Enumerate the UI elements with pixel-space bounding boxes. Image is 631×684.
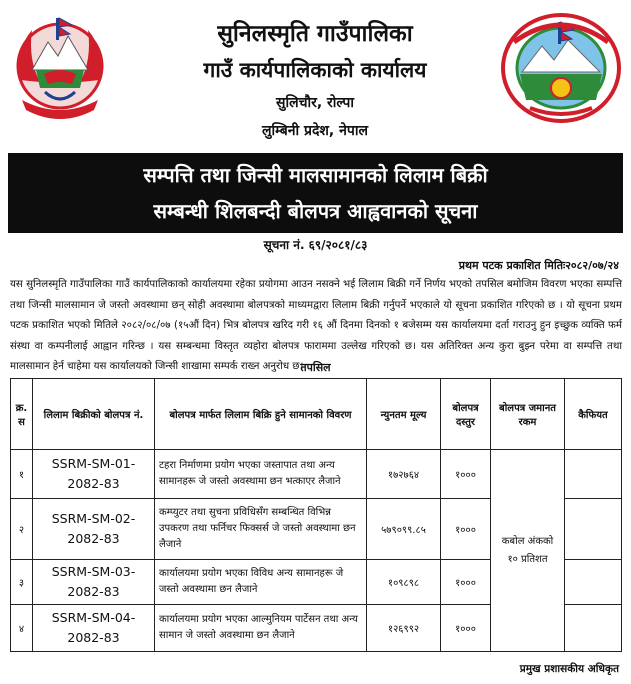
- row-bid-fee: १०००: [441, 560, 491, 605]
- banner-line-1: सम्पत्ति तथा जिन्सी मालसामानको लिलाम बिक्री: [143, 163, 488, 187]
- signatory-title: प्रमुख प्रशासकीय अधिकृत: [519, 663, 619, 675]
- row-sn: १: [11, 450, 33, 499]
- notice-number: सूचना नं. ६९/२०८१/८३: [263, 238, 368, 252]
- office-address: सुलिचौर, रोल्पा: [276, 95, 354, 111]
- header-remarks: कैफियत: [565, 379, 622, 450]
- table-row: [11, 450, 622, 499]
- notice-body: यस सुनिलस्मृति गाउँपालिका गाउँ कार्यपालिकाको कार्यालयमा रहेका प्रयोगमा आउन नसक्ने भई लिलाम बिक्री गर्ने निर्णय भएको तपसिल बमोजिम विवरण भएका सम्पत्ति तथा जिन्सी मालसामान जे जस्तो अवस्थामा छन् सोही अवस्थामा बोलपत्रको माध्यमद्वारा लिलाम बिक्री गर्नुपर्ने भएकाले यो सूचना प्रकाशित गरिएको छ । यो सूचना प्रथम पटक प्रकाशित भएको मितिले २०८२/०८/०७ (१५औं दिन) भित्र बोलपत्र खरिद गरी १६ औं दिनमा दिनको १ बजेसम्म यस कार्यालयमा दर्ता गराउनु हुन इच्छुक व्यक्ति फर्म संस्था वा कम्पनीलाई आह्वान गरिन्छ । यस सम्बन्धमा विस्तृत व्यहोरा बोलपत्र फाराममा उल्लेख गरिएको छ। यस अतिरिक्त अन्य कुरा बुझ्न परेमा वा सम्पत्ति तथा मालसामान हेर्न चाहेमा यस कार्यालयको जिन्सी शाखामा सम्पर्क राख्न अनुरोध छ।: [10, 279, 622, 372]
- letterhead: [0, 0, 631, 150]
- nepal-emblem-icon: [10, 10, 110, 128]
- row-remarks: [565, 499, 622, 560]
- auction-items-table: [10, 378, 622, 652]
- municipality-logo-icon: [500, 12, 622, 124]
- row-sn: २: [11, 499, 33, 560]
- header-min-price: न्युनतम मूल्य: [367, 379, 441, 450]
- province-country: लुम्बिनी प्रदेश, नेपाल: [262, 123, 368, 139]
- row-sn: ४: [11, 605, 33, 652]
- row-bid-no: SSRM-SM-04-2082-83: [33, 605, 155, 652]
- guarantee-cell: कबोल अंकको १० प्रतिशत: [491, 450, 565, 652]
- table-header-row: [11, 379, 622, 450]
- row-remarks: [565, 450, 622, 499]
- first-publication-date: प्रथम पटक प्रकाशित मितिः२०८२/०७/२४: [458, 259, 619, 272]
- row-description: कम्प्युटर तथा सुचना प्रविधिसँग सम्बन्धित विभिन्न उपकरण तथा फर्निचर फिक्सर्स जे जस्तो अवस्थामा छन लैजाने: [155, 499, 367, 560]
- row-bid-fee: १०००: [441, 450, 491, 499]
- row-bid-no: SSRM-SM-03-2082-83: [33, 560, 155, 605]
- row-min-price: ५७९०९९.८५: [367, 499, 441, 560]
- row-bid-no: SSRM-SM-01-2082-83: [33, 450, 155, 499]
- row-bid-fee: १०००: [441, 499, 491, 560]
- row-remarks: [565, 605, 622, 652]
- header-bid-no: लिलाम बिक्रीको बोलपत्र नं.: [33, 379, 155, 450]
- row-sn: ३: [11, 560, 33, 605]
- row-bid-no: SSRM-SM-02-2082-83: [33, 499, 155, 560]
- row-description: कार्यालयमा प्रयोग भएका विविध अन्य सामानहरू जे जस्तो अवस्थामा छन लैजाने: [155, 560, 367, 605]
- header-guarantee: बोलपत्र जमानत रकम: [491, 379, 565, 450]
- header-sn: क्र. स: [11, 379, 33, 450]
- row-bid-fee: १०००: [441, 605, 491, 652]
- header-bid-fee: बोलपत्र दस्तुर: [441, 379, 491, 450]
- office-name: गाउँ कार्यपालिकाको कार्यालय: [203, 58, 427, 82]
- municipality-name: सुनिलस्मृति गाउँपालिका: [217, 21, 413, 47]
- row-min-price: १०९८९८: [367, 560, 441, 605]
- notice-title-banner: [8, 153, 623, 233]
- header-description: बोलपत्र मार्फत लिलाम बिक्रि हुने सामानको विवरण: [155, 379, 367, 450]
- row-description: टहरा निर्माणमा प्रयोग भएका जस्तापात तथा अन्य सामानहरू जे जस्तो अवस्थामा छन भत्काएर लैजाने: [155, 450, 367, 499]
- row-min-price: १७२७६४: [367, 450, 441, 499]
- banner-line-2: सम्बन्धी शिलबन्दी बोलपत्र आह्ववानको सूचना: [153, 199, 478, 223]
- row-remarks: [565, 560, 622, 605]
- row-min-price: १२६९९२: [367, 605, 441, 652]
- table-title: तपसिल: [300, 361, 331, 374]
- row-description: कार्यालयमा प्रयोग भएका आल्मुनियम पार्टेसन तथा अन्य सामान जे जस्तो अवस्थामा छन लैजाने: [155, 605, 367, 652]
